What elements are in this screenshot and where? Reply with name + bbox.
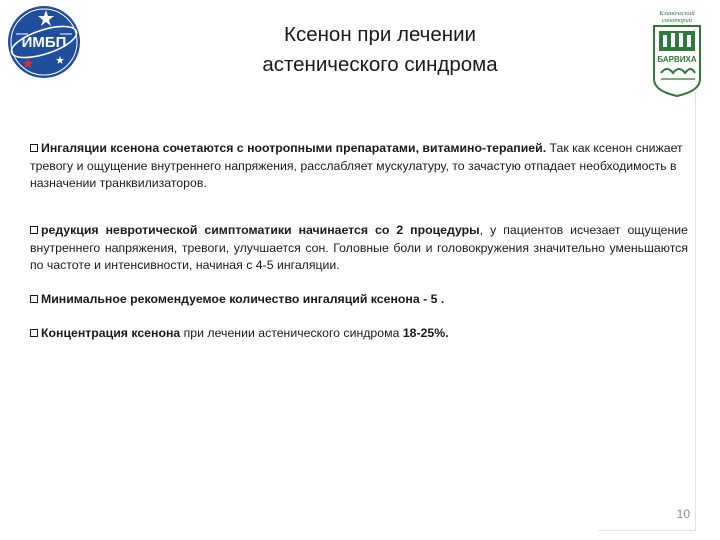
frame-line-bottom bbox=[598, 530, 696, 531]
bullet-inhalation-combination bbox=[30, 140, 688, 193]
barvikha-logo-caption-2: санаторий bbox=[661, 17, 693, 24]
checkbox-bullet-icon bbox=[30, 295, 38, 303]
bullet-xenon-concentration bbox=[30, 325, 688, 343]
checkbox-bullet-icon bbox=[30, 329, 38, 337]
barvikha-logo-caption-1: Клинический bbox=[659, 10, 695, 17]
slide-title-line-1: Ксенон при лечении bbox=[284, 23, 476, 46]
bullet-bold-text: Концентрация ксенона bbox=[41, 326, 181, 340]
imbp-logo-text: ИМБП bbox=[21, 34, 67, 51]
imbp-logo bbox=[6, 4, 82, 80]
bullet-minimum-inhalations bbox=[30, 291, 688, 309]
bullet-text: , у пациентов исчезает ощущение внутреннего напряжения, тревоги, улучшается сон. Головные боли и головокружения значительно уменьшаются по частоте и интенсивности, начиная с 4-5 ингаляции. bbox=[30, 223, 689, 273]
bullet-symptom-reduction bbox=[30, 222, 688, 275]
barvikha-logo-name: БАРВИХА bbox=[657, 55, 697, 64]
barvikha-logo bbox=[651, 7, 703, 97]
checkbox-bullet-icon bbox=[30, 144, 38, 152]
bullet-text: Так как ксенон снижает тревогу и ощущение внутреннего напряжения, расслабляет мускулатуру, то зачастую отпадает необходимость в назначении транквилизаторов. bbox=[30, 141, 683, 191]
bullet-bold-text: Минимальное рекомендуемое количество ингаляций ксенона - 5 . bbox=[41, 292, 445, 306]
bullet-bold-text: редукция невротической симптоматики начинается со 2 процедуры bbox=[41, 223, 480, 237]
slide-title bbox=[200, 20, 560, 80]
page-number: 10 bbox=[676, 507, 690, 521]
slide-title-line-2: астенического синдрома bbox=[262, 53, 498, 76]
bullet-text: при лечении астенического синдрома bbox=[180, 326, 403, 340]
frame-line-right bbox=[695, 92, 696, 530]
bullet-bold-text: Ингаляции ксенона сочетаются с ноотропными препаратами, витамино-терапией. bbox=[41, 141, 547, 155]
checkbox-bullet-icon bbox=[30, 226, 38, 234]
bullet-bold-value: 18-25%. bbox=[402, 326, 449, 340]
